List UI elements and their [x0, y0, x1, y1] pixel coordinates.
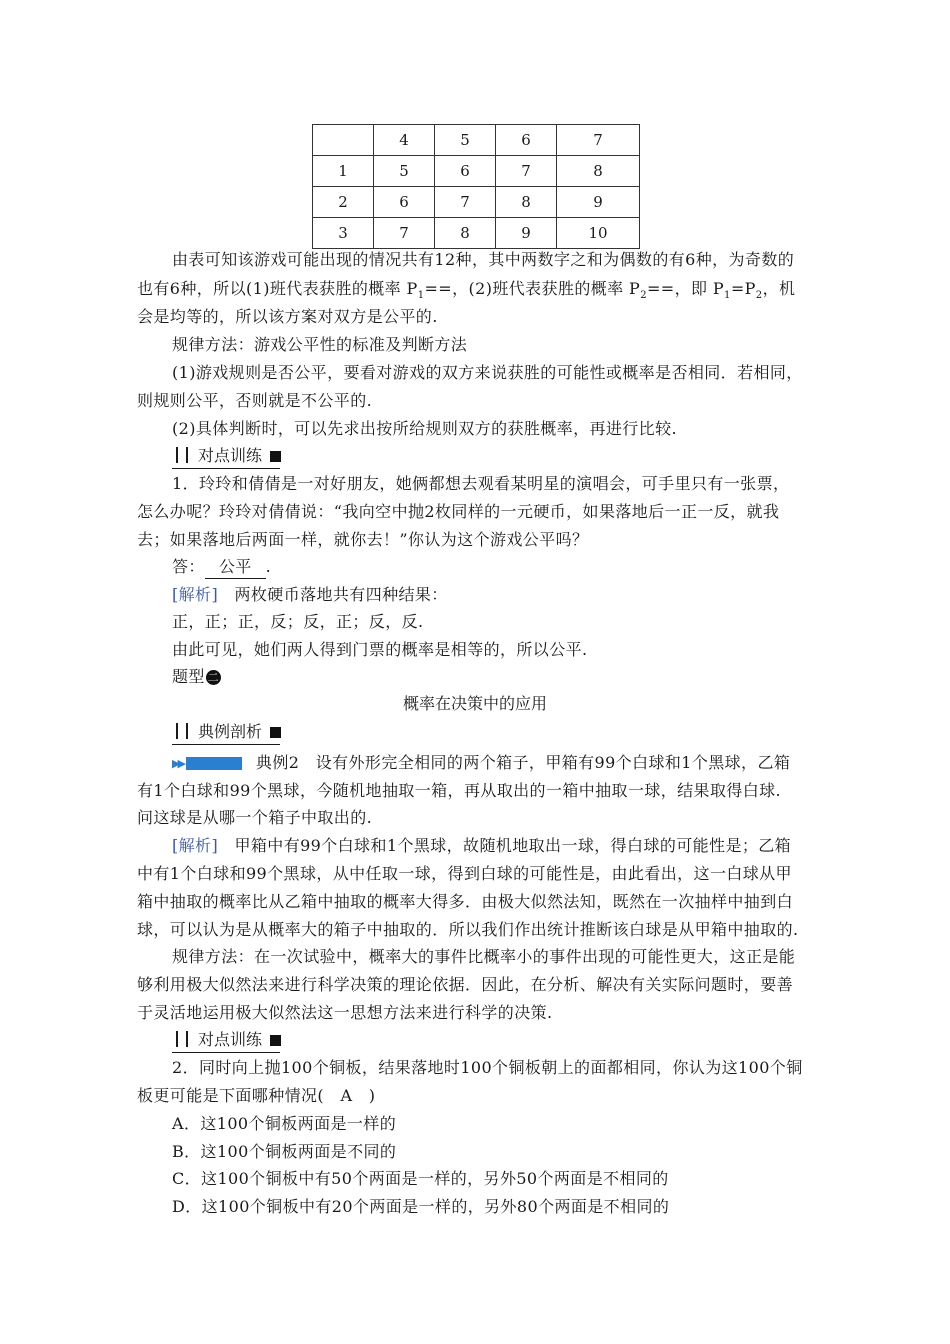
section-bars-icon — [172, 447, 194, 465]
rule-line: 于灵活地运用极大似然法这一思想方法来进行科学的决策. — [137, 1003, 553, 1022]
analysis-line: [解析] 甲箱中有99个白球和1个黑球，故随机地取出一球，得白球的可能性是；乙箱 — [172, 836, 792, 855]
rule-title: 规律方法：游戏公平性的标准及判断方法 — [172, 335, 468, 354]
analysis-line: 球，可以认为是从概率大的箱子中抽取的．所以我们作出统计推断该白球是从甲箱中抽取的. — [137, 920, 799, 939]
analysis-line: 由此可见，她们两人得到门票的概率是相等的，所以公平. — [172, 640, 588, 659]
paragraph-line: 会是均等的，所以该方案对双方是公平的. — [137, 307, 438, 326]
table-row — [313, 156, 640, 187]
table-cell: 8 — [435, 218, 496, 249]
question-line: 2．同时向上抛100个铜板，结果落地时100个铜板朝上的面都相同，你认为这100个铜 — [172, 1058, 803, 1077]
rule-line: 够利用极大似然法来进行科学决策的理论依据．因此，在分析、解决有关实际问题时，要善 — [137, 975, 794, 994]
analysis-tag: [解析] — [172, 836, 219, 855]
question-type-label: 题型 二 — [172, 667, 220, 686]
section-title: 概率在决策中的应用 — [402, 694, 547, 713]
table-cell: 1 — [313, 156, 374, 187]
table-cell: 6 — [435, 156, 496, 187]
answer-blank: 公平 — [205, 556, 266, 579]
option-c: C．这100个铜板中有50个两面是一样的，另外50个两面是不相同的 — [172, 1169, 669, 1188]
option-b: B．这100个铜板两面是不同的 — [172, 1142, 397, 1161]
table-cell: 9 — [496, 218, 557, 249]
table-cell: 3 — [313, 218, 374, 249]
analysis-line: [解析] 两枚硬币落地共有四种结果： — [172, 585, 448, 604]
paragraph-line: 也有6种，所以(1)班代表获胜的概率 $P_1==$，(2)班代表获胜的概率 $P_2==$，即 $P_1=P_2$，机 — [137, 279, 796, 302]
table-row — [313, 218, 640, 249]
analysis-tag: [解析] — [172, 585, 219, 604]
type-number-badge: 二 — [207, 671, 220, 684]
section-heading-practice: 对点训练 — [172, 445, 281, 467]
table-cell: 7 — [435, 187, 496, 218]
analysis-line: 箱中抽取的概率比从乙箱中抽取的概率大得多．由极大似然法知，既然在一次抽样中抽到白 — [137, 892, 794, 911]
table-cell: 7 — [496, 156, 557, 187]
section-bars-icon — [172, 1031, 194, 1049]
example-line: 问这球是从哪一个箱子中取出的. — [137, 808, 373, 827]
table-cell: 4 — [374, 125, 435, 156]
paragraph-line: (2)具体判断时，可以先求出按所给规则双方的获胜概率，再进行比较. — [172, 419, 677, 438]
black-square-icon — [270, 451, 281, 462]
analysis-line: 正，正；正，反；反，正；反，反. — [172, 612, 424, 631]
table-cell: 5 — [435, 125, 496, 156]
sum-table — [312, 124, 640, 249]
table-cell: 9 — [557, 187, 640, 218]
question-line: 板更可能是下面哪种情况( A ) — [137, 1086, 376, 1105]
table-cell: 10 — [557, 218, 640, 249]
section-bars-icon — [172, 723, 194, 741]
option-a: A．这100个铜板两面是一样的 — [172, 1114, 397, 1133]
question-line: 怎么办呢？玲玲对倩倩说：“我向空中抛2枚同样的一元硬币，如果落地后一正一反，就我 — [137, 502, 780, 521]
answer-line: 答： 公平 . — [172, 556, 852, 579]
table-row — [313, 187, 640, 218]
example-line: ▶▶ 典例2 设有外形完全相同的两个箱子，甲箱有99个白球和1个黑球，乙箱 — [172, 752, 852, 775]
table-cell: 6 — [496, 125, 557, 156]
section-heading-practice: 对点训练 — [172, 1029, 281, 1051]
paragraph-line: 由表可知该游戏可能出现的情况共有12种，其中两数字之和为偶数的有6种，为奇数的 — [172, 250, 795, 269]
example-badge-icon: ▶▶ — [172, 753, 242, 775]
black-square-icon — [270, 1035, 281, 1046]
rule-line: 规律方法：在一次试验中，概率大的事件比概率小的事件出现的可能性更大，这正是能 — [172, 947, 796, 966]
paragraph-line: (1)游戏规则是否公平，要看对游戏的双方来说获胜的可能性或概率是否相同．若相同， — [172, 363, 803, 382]
table-cell: 7 — [374, 218, 435, 249]
table-cell: 8 — [496, 187, 557, 218]
question-line: 去；如果落地后两面一样，就你去！”你认为这个游戏公平吗？ — [137, 530, 589, 549]
table-cell — [313, 125, 374, 156]
option-d: D．这100个铜板中有20个两面是一样的，另外80个两面是不相同的 — [172, 1197, 670, 1216]
question-line: 1．玲玲和倩倩是一对好朋友，她俩都想去观看某明星的演唱会，可手里只有一张票， — [172, 474, 790, 493]
table-cell: 7 — [557, 125, 640, 156]
section-heading-example: 典例剖析 — [172, 721, 281, 743]
table-cell: 5 — [374, 156, 435, 187]
paragraph-line: 则规则公平，否则就是不公平的. — [137, 391, 373, 410]
table-cell: 8 — [557, 156, 640, 187]
analysis-line: 中有1个白球和99个黑球，从中任取一球，得到白球的可能性是，由此看出，这一白球从甲 — [137, 864, 792, 883]
table-cell: 2 — [313, 187, 374, 218]
example-line: 有1个白球和99个黑球，今随机地抽取一箱，再从取出的一箱中抽取一球，结果取得白球. — [137, 781, 782, 800]
black-square-icon — [270, 727, 281, 738]
table-header-row — [313, 125, 640, 156]
table-cell: 6 — [374, 187, 435, 218]
